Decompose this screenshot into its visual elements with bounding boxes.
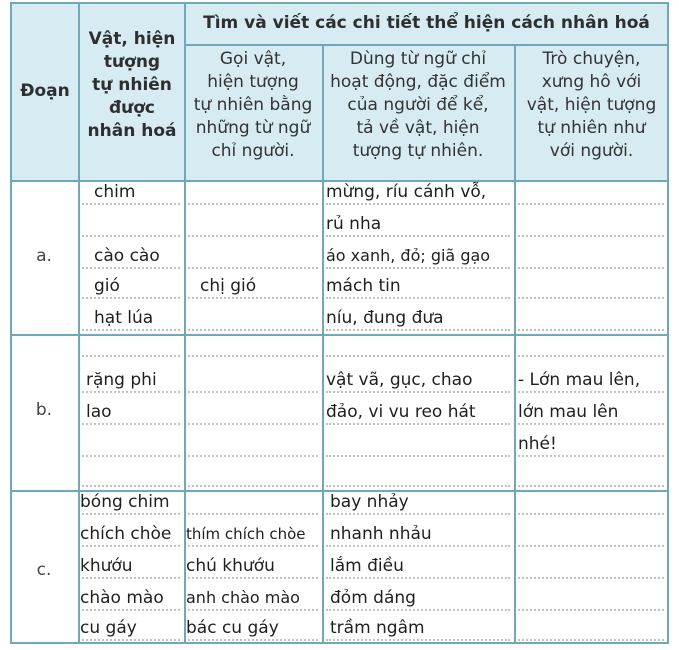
entry-a-vat-1: chim [94, 182, 136, 202]
header-tro-line-3: vật, hiện tượng [526, 95, 657, 115]
entry-a-dung-5: níu, đung đưa [326, 308, 444, 328]
entry-c-goi-2: chú khướu [186, 556, 275, 576]
entry-b-tro-2: lớn mau lên [518, 402, 619, 422]
entry-b-tro-1: - Lớn mau lên, [518, 370, 641, 390]
dotted-line [326, 203, 510, 205]
entry-b-vat-2: lao [86, 402, 112, 422]
dotted-line [188, 267, 318, 269]
table-border-bottom [10, 642, 669, 644]
dotted-line [326, 391, 510, 393]
entry-c-goi-3: anh chào mào [186, 588, 300, 607]
dotted-line [518, 639, 664, 641]
dotted-line [518, 267, 664, 269]
header-dung-line-3: của người để kể, [347, 95, 489, 115]
dotted-line [518, 423, 664, 425]
header-doan: Đoạn [20, 81, 70, 101]
entry-a-dung-2: rủ nha [326, 214, 382, 234]
header-vat-line-5: nhân hoá [87, 121, 177, 141]
dotted-line [326, 329, 510, 331]
dotted-line [518, 235, 664, 237]
entry-a-vat-4: hạt lúa [94, 308, 154, 328]
header-dung-line-4: tả về vật, hiện [356, 118, 480, 138]
entry-b-vat-1: rặng phi [86, 370, 157, 390]
entry-a-vat-3: gió [94, 276, 120, 296]
col-divider-2 [184, 2, 186, 644]
entry-c-goi-4: bác cu gáy [186, 618, 279, 638]
dotted-line [326, 609, 510, 611]
col-divider-4 [514, 44, 516, 644]
header-goi-line-5: chỉ người. [211, 141, 295, 161]
header-vat-line-2: tượng [103, 52, 161, 72]
entry-c-dung-1: bay nhảy [330, 492, 409, 512]
header-goi-line-3: tự nhiên bằng [193, 95, 313, 115]
dotted-line [188, 423, 318, 425]
dotted-line [82, 545, 180, 547]
entry-c-vat-3: khướu [80, 556, 133, 576]
entry-b-dung-1: vật vã, gục, chao [326, 370, 473, 390]
dotted-line [326, 513, 510, 515]
dotted-line [82, 391, 180, 393]
entry-a-dung-3: áo xanh, đỏ; giã gạo [326, 246, 491, 265]
entry-c-goi-1: thím chích chòe [186, 525, 306, 543]
header-dung-line-1: Dùng từ ngữ chỉ [349, 49, 487, 69]
dotted-line [82, 485, 180, 487]
dotted-line [326, 297, 510, 299]
header-bottom-border [10, 180, 669, 182]
dotted-line [326, 267, 510, 269]
dotted-line [188, 485, 318, 487]
dotted-line [518, 355, 664, 357]
dotted-line [82, 609, 180, 611]
row-label-a: a. [36, 246, 52, 266]
dotted-line [326, 485, 510, 487]
entry-c-vat-4: chào mào [80, 588, 164, 608]
dotted-line [326, 639, 510, 641]
col-divider-3 [322, 44, 324, 644]
dotted-line [82, 423, 180, 425]
header-goi-line-4: những từ ngữ [195, 118, 311, 138]
dotted-line [188, 355, 318, 357]
dotted-line [188, 609, 318, 611]
dotted-line [326, 355, 510, 357]
header-goi-line-2: hiện tượng [207, 72, 299, 92]
row-a-bottom-border [10, 334, 669, 336]
entry-c-dung-4: đỏm dáng [330, 588, 416, 608]
dotted-line [188, 329, 318, 331]
dotted-line [188, 513, 318, 515]
header-tro-line-5: với người. [549, 141, 634, 161]
entry-a-vat-2: cào cào [94, 246, 160, 266]
entry-c-vat-1: bóng chim [80, 492, 170, 512]
dotted-line [82, 455, 180, 457]
table-border-top [10, 2, 669, 4]
dotted-line [518, 391, 664, 393]
dotted-line [326, 235, 510, 237]
header-dung-line-5: tượng tự nhiên. [352, 141, 484, 161]
header-dung-line-2: hoạt động, đặc điểm [330, 72, 506, 92]
header-tro-line-1: Trò chuyện, [542, 49, 641, 69]
dotted-line [326, 577, 510, 579]
dotted-line [82, 513, 180, 515]
row-label-c: c. [36, 560, 52, 580]
dotted-line [188, 639, 318, 641]
entry-c-dung-5: trầm ngâm [330, 618, 425, 638]
dotted-line [82, 329, 180, 331]
entry-a-dung-1: mừng, ríu cánh vỗ, [326, 182, 487, 202]
header-vat-hien-tuong [80, 28, 184, 143]
entry-a-goi-1: chị gió [200, 276, 257, 296]
dotted-line [518, 329, 664, 331]
dotted-line [82, 639, 180, 641]
header-tro-chuyen [514, 48, 669, 163]
header-group-title: Tìm và viết các chi tiết thể hiện cách nhân hoá [203, 13, 650, 33]
dotted-line [188, 235, 318, 237]
entry-a-dung-4: mách tin [326, 276, 401, 296]
header-tro-line-2: xưng hô với [541, 72, 642, 92]
dotted-line [82, 235, 180, 237]
dotted-line [188, 391, 318, 393]
entry-c-dung-2: nhanh nhảu [330, 524, 432, 544]
table-border-right [667, 2, 669, 644]
entry-c-vat-2: chích chòe [80, 524, 172, 544]
entry-c-dung-3: lắm điều [330, 556, 404, 576]
dotted-line [518, 455, 664, 457]
dotted-line [188, 577, 318, 579]
table-border-left [10, 2, 12, 644]
header-goi-vat [184, 48, 322, 163]
row-label-b: b. [35, 400, 53, 420]
dotted-line [518, 545, 664, 547]
dotted-line [188, 545, 318, 547]
dotted-line [82, 297, 180, 299]
header-vat-line-3: tự nhiên [92, 75, 172, 95]
dotted-line [188, 297, 318, 299]
dotted-line [82, 577, 180, 579]
header-vat-line-1: Vật, hiện [88, 29, 176, 49]
dotted-line [518, 513, 664, 515]
dotted-line [82, 355, 180, 357]
dotted-line [188, 203, 318, 205]
dotted-line [326, 545, 510, 547]
dotted-line [518, 203, 664, 205]
dotted-line [518, 297, 664, 299]
dotted-line [326, 423, 510, 425]
personification-table [10, 2, 669, 644]
dotted-line [518, 485, 664, 487]
entry-b-dung-2: đảo, vi vu reo hát [326, 402, 476, 422]
entry-b-tro-3: nhé! [518, 434, 557, 454]
dotted-line [518, 609, 664, 611]
dotted-line [82, 267, 180, 269]
header-subdivider [184, 44, 669, 46]
header-dung-tu-ngu [322, 48, 514, 163]
dotted-line [82, 203, 180, 205]
dotted-line [518, 577, 664, 579]
entry-c-vat-5: cu gáy [80, 618, 137, 638]
row-b-bottom-border [10, 490, 669, 492]
header-goi-line-1: Gọi vật, [219, 49, 287, 69]
header-tro-line-4: tự nhiên như [537, 118, 646, 138]
dotted-line [326, 455, 510, 457]
header-vat-line-4: được [108, 98, 156, 118]
col-divider-1 [78, 2, 80, 644]
dotted-line [188, 455, 318, 457]
